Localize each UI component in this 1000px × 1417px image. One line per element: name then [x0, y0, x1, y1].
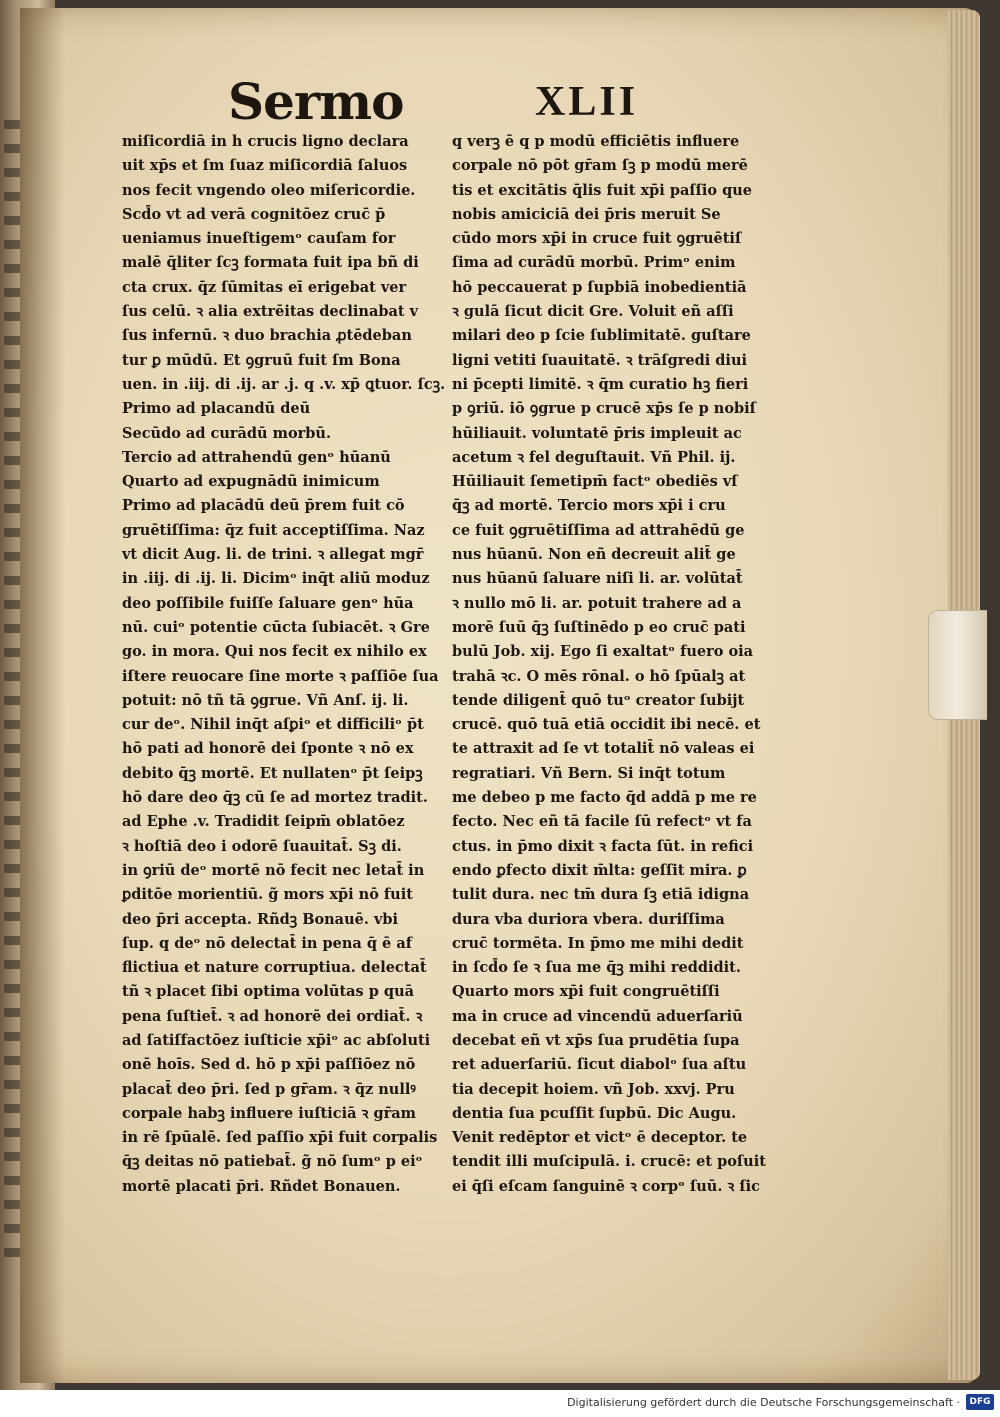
footer-bar	[0, 1390, 1000, 1417]
right-column-line: Hūiliauit ſemetipm̄ factᵒ obediēs vſ	[452, 473, 738, 491]
left-column-line: tur ꝑ mūdū. Et ꝯgruū fuit ſm Bona	[122, 351, 401, 369]
left-column-line: nū. cuiᵒ potentie cūcta ſubiacēt. ꝛ Gre	[122, 618, 430, 636]
right-column-line: ligni vetiti ſuauitatē. ꝛ trāſgredi diui	[452, 351, 747, 369]
left-column-line: Primo ad placādū deū p̄rem fuit cō	[122, 497, 405, 515]
left-column-line: onē hoīs. Sed d. hō p xp̄i paſſiōez nō	[122, 1056, 416, 1074]
left-column-line: potuit: nō tñ tā ꝯgrue. Vñ Anſ. ij. li.	[122, 691, 409, 709]
left-column-line: vt dicit Aug. li. de trini. ꝛ allegat mgr̄	[122, 546, 424, 564]
right-column-line: cruc̄ tormēta. In p̄mo me mihi dedit	[452, 934, 744, 952]
right-column-line: dura vba duriora vbera. duriſſima	[452, 910, 725, 928]
page-header	[0, 72, 1000, 132]
left-column-line: ꝛ hoſtiā deo i odorē ſuauitat̄. Sꝫ di.	[122, 837, 402, 855]
right-column-line: me debeo p me facto q̄d addā p me re	[452, 789, 757, 807]
folio-number: XLII	[535, 79, 639, 125]
right-column-line: morē ſuū q̄ꝫ ſuſtinēdo p eo cruc̄ pati	[452, 618, 746, 636]
right-column-line: crucē. quō tuā etiā occidit ibi necē. et	[452, 716, 761, 734]
left-column-line: cta crux. q̄z ſūmitas eī erigebat ver	[122, 278, 407, 296]
left-column-line: ad ſatiſfactōez iuſticie xp̄iᵒ ac abſoluti	[122, 1031, 431, 1049]
right-column-line: bulū Job. xij. Ego ſi exaltatᵒ fuero oia	[452, 643, 754, 661]
right-column-line: ce fuit ꝯgruētiſſima ad attrahēdū ge	[452, 521, 745, 539]
right-column-line: milari deo p ſcie ſublimitatē. guſtare	[452, 327, 751, 345]
right-column-line: ni p̄cepti limitē. ꝛ q̄m curatio hꝫ fieri	[452, 375, 749, 393]
left-column-line: in .iij. di .ij. li. Dicimᵒ inq̄t aliū moduz	[122, 570, 430, 588]
left-column-line: iſtere reuocare ſine morte ꝛ paſſiōe ſua	[122, 667, 439, 685]
right-column-line: ret aduerſariū. ſicut diabolᵒ ſua aſtu	[452, 1056, 747, 1074]
right-column-line: nus hūanū ſaluare niſi li. ar. volūtat̄	[452, 570, 743, 588]
left-column-line: ſup. q deᵒ nō delectat̄ in pena q̄ ē af	[122, 934, 412, 952]
right-column-line: tia decepit hoiem. vñ Job. xxvj. Pru	[452, 1080, 735, 1098]
left-column-line: deo poſſibile fuiſſe ſaluare genᵒ hūa	[122, 594, 414, 612]
left-column-line: nos fecit vngendo oleo miſericordie.	[122, 181, 416, 199]
left-column-line: ueniamus inueſtigemᵒ cauſam for	[122, 230, 396, 248]
right-column-line: tende diligent̄ quō tuᵒ creator ſubijt	[452, 691, 745, 709]
right-text-column	[452, 130, 782, 1199]
right-column-line: nobis amiciciā dei p̄ris meruit Se	[452, 205, 721, 223]
page-marker-tab	[928, 610, 987, 720]
right-column-line: in ſcd̄o ſe ꝛ ſua me q̄ꝫ mihi reddidit.	[452, 959, 741, 977]
left-column-line: Quarto ad expugnādū inimicum	[122, 473, 380, 491]
right-column-line: Venit redēptor et victᵒ ē deceptor. te	[452, 1129, 748, 1147]
right-column-line: ꝛ gulā ſicut dicit Gre. Voluit eñ aſſi	[452, 303, 734, 321]
left-column-line: in ꝯriū deᵒ mortē nō fecit nec letat̄ in	[122, 861, 425, 879]
right-column-line: ꝛ nullo mō li. ar. potuit trahere ad a	[452, 594, 742, 612]
right-column-line: decebat eñ vt xp̄s ſua prudētia ſupa	[452, 1031, 740, 1049]
funding-credit: Digitalisierung gefördert durch die Deutsche Forschungsgemeinschaft ·	[567, 1396, 960, 1409]
left-column-line: debito q̄ꝫ mortē. Et nullatenᵒ p̄t ſeipꝫ	[122, 764, 423, 782]
page-gutter-shadow	[20, 8, 65, 1383]
left-column-line: gruētiſſima: q̄z fuit acceptiſſima. Naz	[122, 521, 425, 539]
left-text-column	[122, 130, 446, 1199]
left-column-line: deo p̄ri accepta. Rñdꝫ Bonauē. vbi	[122, 910, 399, 928]
left-column-line: Secūdo ad curādū morbū.	[122, 424, 332, 442]
right-column-line: trahā ꝛc. O mēs rōnal. o hō ſpūalꝫ at	[452, 667, 746, 685]
left-column-line: ad Ephe .v. Tradidit ſeipm̄ oblatōez	[122, 813, 405, 831]
right-column-line: dentia ſua pcuſſit ſupbū. Dic Augu.	[452, 1104, 737, 1122]
left-column-line: cur deᵒ. Nihil inq̄t aſꝑiᵒ et difficiliᵒ p̄t	[122, 716, 424, 734]
right-column-line: tulit dura. nec tm̄ dura ſꝫ etiā idigna	[452, 886, 750, 904]
left-column-line: corpale habꝫ influere iuſticiā ꝛ gr̄am	[122, 1104, 416, 1122]
running-title: Sermo	[228, 72, 404, 131]
left-column-line: in rē ſpūalē. ſed paſſio xp̄i fuit corpalis	[122, 1129, 438, 1147]
left-column-line: flictiua et nature corruptiua. delectat̄	[122, 959, 427, 977]
right-column-line: hō peccauerat p ſupbiā inobedientiā	[452, 278, 747, 296]
right-column-line: ſima ad curādū morbū. Primᵒ enim	[452, 254, 736, 272]
right-column-line: Quarto mors xp̄i fuit congruētiſſi	[452, 983, 720, 1001]
right-column-line: acetum ꝛ fel deguſtauit. Vñ Phil. ij.	[452, 448, 736, 466]
left-column-line: hō pati ad honorē dei ſponte ꝛ nō ex	[122, 740, 414, 758]
left-column-line: uen. in .iij. di .ij. ar .j. q .v. xp̄ ꝗtuor. ſcꝫ.	[122, 375, 446, 393]
left-column-line: tñ ꝛ placet ſibi optima volūtas p quā	[122, 983, 415, 1001]
right-column-line: tis et excitātis q̄lis fuit xp̄i paſſio que	[452, 181, 752, 199]
right-column-line: te attraxit ad ſe vt totalit̄ nō valeas ei	[452, 740, 755, 758]
right-column-line: nus hūanū. Non eñ decreuit alit̄ ge	[452, 546, 736, 564]
right-column-line: ma in cruce ad vincendū aduerſariū	[452, 1007, 743, 1025]
left-column-line: ſus celū. ꝛ alia extrēitas declinabat v	[122, 303, 419, 321]
right-column-line: cūdo mors xp̄i in cruce fuit ꝯgruētiſ	[452, 230, 742, 248]
left-column-line: go. in mora. Qui nos fecit ex nihilo ex	[122, 643, 427, 661]
right-column-line: fecto. Nec eñ tā facile ſū refectᵒ vt fa	[452, 813, 752, 831]
left-column-line: placat̄ deo p̄ri. ſed p gr̄am. ꝛ q̄z nullꝰ	[122, 1080, 416, 1098]
right-column-line: q verꝫ ē q p modū efficiētis influere	[452, 133, 740, 150]
right-column-line: endo ꝑfecto dixit m̄lta: geſſit mira. ꝑ	[452, 861, 747, 879]
right-column-line: tendit illi muſcipulā. i. crucē: et poſuit	[452, 1153, 766, 1171]
right-column-line: regratiari. Vñ Bern. Si inq̄t totum	[452, 764, 726, 782]
left-column-line: pena ſuſtiet̄. ꝛ ad honorē dei ordiat̄. ꝛ	[122, 1007, 423, 1025]
right-column-line: p ꝯriū. iō ꝯgrue p crucē xp̄s ſe p nobiſ	[452, 400, 756, 418]
right-column-line: corpale nō pōt gr̄am ſꝫ p modū merē	[452, 157, 748, 175]
right-column-line: q̄ꝫ ad mortē. Tercio mors xp̄i i cru	[452, 497, 726, 515]
left-column-line: ꝑditōe morientiū. g̃ mors xp̄i nō fuit	[122, 886, 413, 904]
left-column-line: Primo ad placandū deū	[122, 400, 311, 418]
right-column-line: hūiliauit. voluntatē p̄ris impleuit ac	[452, 424, 742, 442]
left-column-line: uit xp̄s et ſm ſuaz miſicordiā ſaluos	[122, 157, 408, 175]
left-column-line: hō dare deo q̄ꝫ cū ſe ad mortez tradit.	[122, 789, 428, 807]
left-column-line: miſicordiā in h crucis ligno declara	[122, 133, 409, 150]
right-column-line: ctus. in p̄mo dixit ꝛ facta ſūt. in refici	[452, 837, 754, 855]
left-column-line: q̄ꝫ deitas nō patiebat̄. g̃ nō ſumᵒ p eiᵒ	[122, 1153, 423, 1171]
left-column-line: malē q̄liter ſcꝫ formata fuit ipa bñ di	[122, 254, 419, 272]
right-column-line: ei q̄ſi eſcam ſanguinē ꝛ corpᵒ ſuū. ꝛ ſic	[452, 1177, 760, 1195]
left-column-line: ſus infernū. ꝛ duo brachia ꝓtēdeban	[122, 327, 412, 345]
left-column-line: Tercio ad attrahendū genᵒ hūanū	[122, 448, 391, 466]
left-column-line: Scd̄o vt ad verā cognitōez cruc̄ p̄	[122, 205, 386, 223]
dfg-logo: DFG	[966, 1394, 994, 1410]
left-column-line: mortē placati p̄ri. Rñdet Bonauen.	[122, 1177, 401, 1195]
